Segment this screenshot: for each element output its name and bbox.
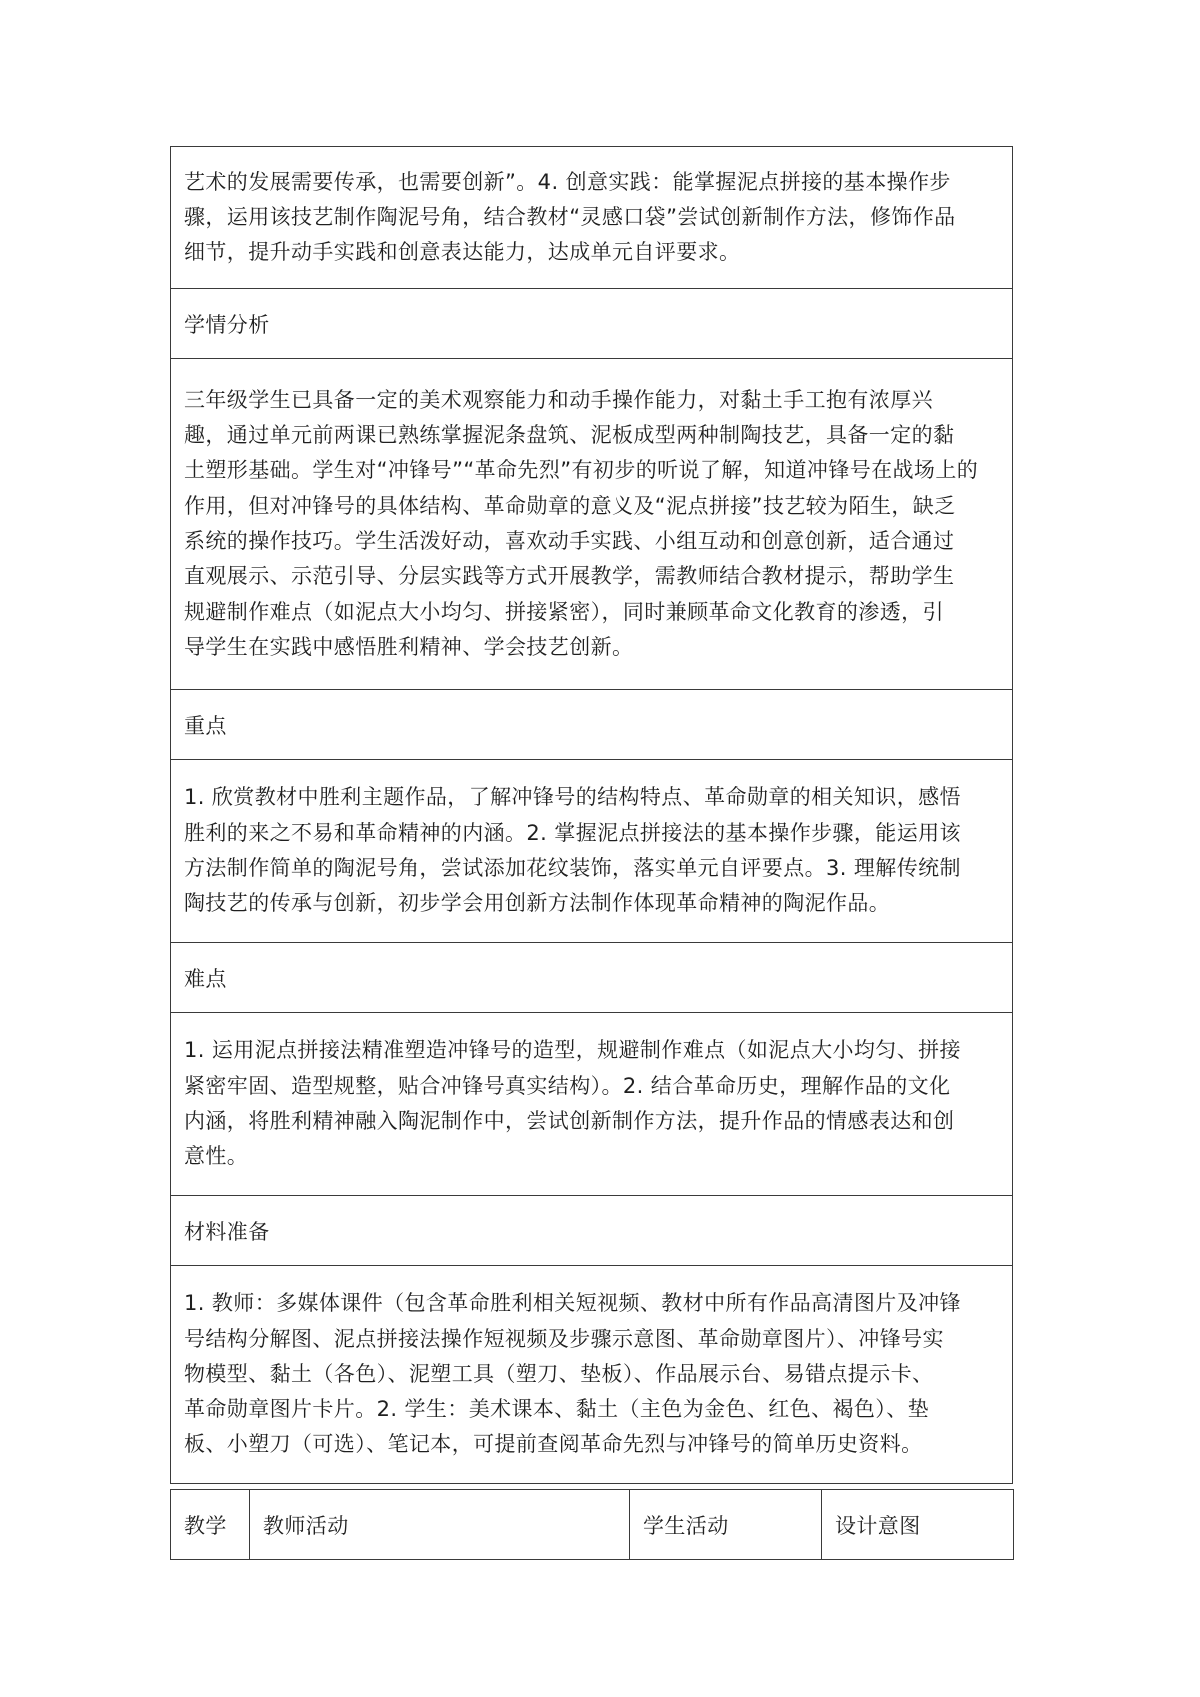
materials-cell	[171, 1266, 1013, 1484]
key-points-line: 胜利的来之不易和革命精神的内涵。2. 掌握泥点拼接法的基本操作步骤，能运用该	[184, 820, 961, 845]
objectives-tail-row	[171, 147, 1013, 289]
materials-line: 号结构分解图、泥点拼接法操作短视频及步骤示意图、革命勋章图片）、冲锋号实	[184, 1326, 944, 1351]
learner-analysis-row	[171, 359, 1013, 690]
materials-line: 板、小塑刀（可选）、笔记本，可提前查阅革命先烈与冲锋号的简单历史资料。	[184, 1432, 923, 1457]
key-points-title-row	[171, 690, 1013, 760]
activity-header-col-student-text: 学生活动	[643, 1513, 729, 1538]
learner-analysis-line: 三年级学生已具备一定的美术观察能力和动手操作能力，对黏土手工抱有浓厚兴	[184, 387, 933, 412]
learner-analysis-line: 系统的操作技巧。学生活泼好动，喜欢动手实践、小组互动和创意创新，适合通过	[184, 529, 955, 553]
materials-line: 1. 教师：多媒体课件（包含革命胜利相关短视频、教材中所有作品高清图片及冲锋	[184, 1291, 961, 1316]
learner-analysis-title-row	[171, 289, 1013, 359]
key-points-title	[171, 690, 1013, 760]
difficulties-cell	[171, 1013, 1013, 1196]
objectives-tail-cell	[171, 147, 1013, 289]
activity-header-col-teaching-text: 教学	[184, 1513, 227, 1538]
lesson-plan-table	[170, 146, 1013, 1484]
key-points-line: 方法制作简单的陶泥号角，尝试添加花纹装饰，落实单元自评要点。3. 理解传统制	[184, 856, 961, 880]
materials-title	[171, 1196, 1013, 1266]
activity-header-col-teacher	[250, 1490, 630, 1560]
difficulties-line: 紧密牢固、造型规整，贴合冲锋号真实结构）。2. 结合革命历史，理解作品的文化	[184, 1073, 951, 1098]
activity-header-col-teaching	[171, 1490, 250, 1560]
learner-analysis-line: 导学生在实践中感悟胜利精神、学会技艺创新。	[184, 634, 634, 659]
difficulties-line: 1. 运用泥点拼接法精准塑造冲锋号的造型，规避制作难点（如泥点大小均匀、拼接	[184, 1038, 961, 1063]
difficulties-title-row	[171, 943, 1013, 1013]
learner-analysis-title-text: 学情分析	[184, 312, 270, 337]
objectives-line: 艺术的发展需要传承，也需要创新”。4. 创意实践：能掌握泥点拼接的基本操作步	[184, 169, 951, 194]
difficulties-title-text: 难点	[184, 966, 227, 991]
key-points-row	[171, 760, 1013, 943]
learner-analysis-line: 趣，通过单元前两课已熟练掌握泥条盘筑、泥板成型两种制陶技艺，具备一定的黏	[184, 423, 955, 448]
materials-row	[171, 1266, 1013, 1484]
activity-header-col-intent	[822, 1490, 1014, 1560]
activity-header-col-intent-text: 设计意图	[835, 1513, 921, 1538]
objectives-line: 骤，运用该技艺制作陶泥号角，结合教材“灵感口袋”尝试创新制作方法，修饰作品	[184, 204, 956, 229]
activity-header-col-teacher-text: 教师活动	[263, 1513, 349, 1538]
learner-analysis-line: 规避制作难点（如泥点大小均匀、拼接紧密），同时兼顾革命文化教育的渗透，引	[184, 599, 944, 624]
difficulties-line: 内涵，将胜利精神融入陶泥制作中，尝试创新制作方法，提升作品的情感表达和创	[184, 1109, 955, 1133]
key-points-line: 陶技艺的传承与创新，初步学会用创新方法制作体现革命精神的陶泥作品。	[184, 891, 891, 916]
activity-table	[170, 1489, 1014, 1560]
materials-line: 革命勋章图片卡片。2. 学生：美术课本、黏土（主色为金色、红色、褐色）、垫	[184, 1397, 930, 1422]
learner-analysis-title	[171, 289, 1013, 359]
activity-header-row	[171, 1490, 1014, 1560]
learner-analysis-line: 直观展示、示范引导、分层实践等方式开展教学，需教师结合教材提示，帮助学生	[184, 564, 955, 589]
objectives-line: 细节，提升动手实践和创意表达能力，达成单元自评要求。	[184, 240, 741, 265]
difficulties-row	[171, 1013, 1013, 1196]
learner-analysis-cell	[171, 359, 1013, 690]
materials-title-text: 材料准备	[184, 1219, 270, 1244]
difficulties-title	[171, 943, 1013, 1013]
materials-line: 物模型、黏土（各色）、泥塑工具（塑刀、垫板）、作品展示台、易错点提示卡、	[184, 1361, 934, 1386]
key-points-line: 1. 欣赏教材中胜利主题作品，了解冲锋号的结构特点、革命勋章的相关知识，感悟	[184, 785, 961, 810]
learner-analysis-line: 土塑形基础。学生对“冲锋号”“革命先烈”有初步的听说了解，知道冲锋号在战场上的	[184, 458, 979, 483]
materials-title-row	[171, 1196, 1013, 1266]
activity-header-col-student	[630, 1490, 822, 1560]
learner-analysis-line: 作用，但对冲锋号的具体结构、革命勋章的意义及“泥点拼接”技艺较为陌生，缺乏	[184, 493, 956, 518]
key-points-cell	[171, 760, 1013, 943]
difficulties-line: 意性。	[184, 1144, 249, 1169]
key-points-title-text: 重点	[184, 713, 227, 738]
